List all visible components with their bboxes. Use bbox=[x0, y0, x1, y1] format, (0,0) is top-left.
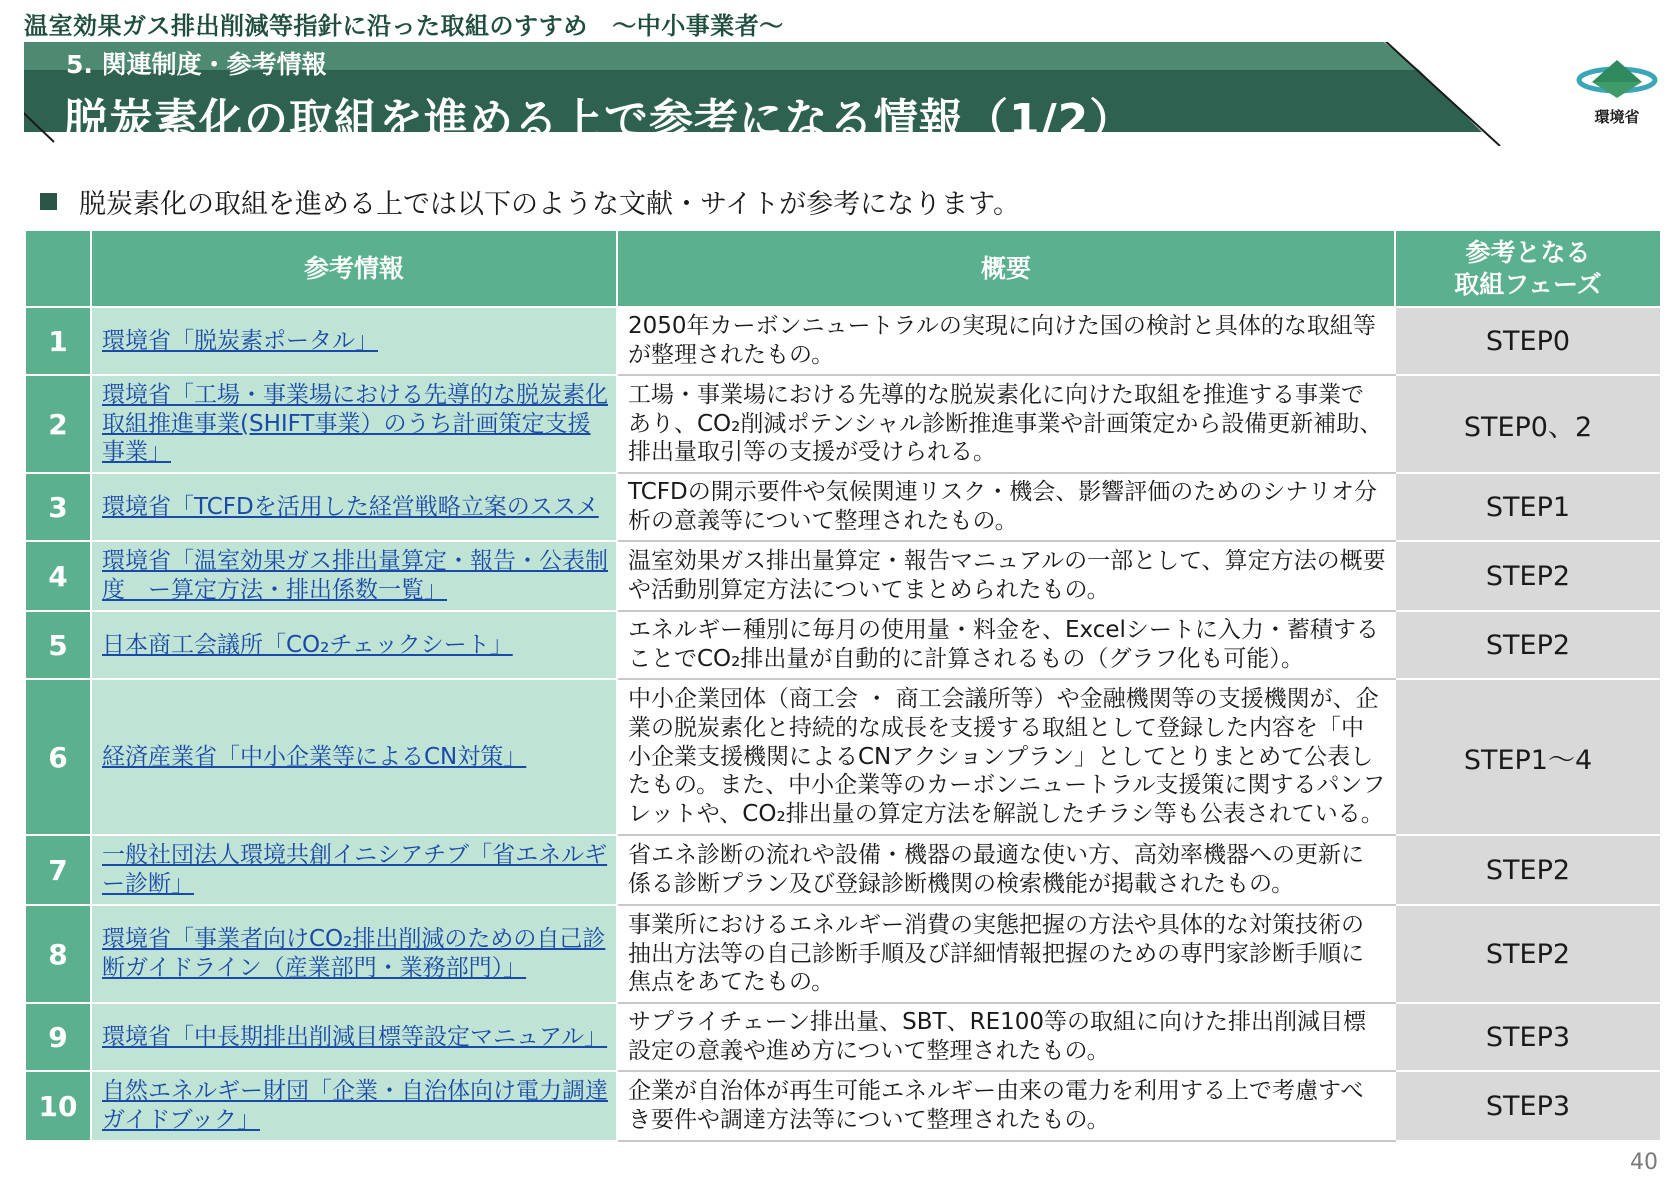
phase-cell: STEP1～4 bbox=[1395, 679, 1661, 835]
row-number: 6 bbox=[25, 679, 91, 835]
reference-cell bbox=[91, 1003, 617, 1071]
row-number: 3 bbox=[25, 473, 91, 541]
table-row bbox=[25, 835, 1661, 905]
phase-cell: STEP2 bbox=[1395, 541, 1661, 611]
summary-cell: TCFDの開示要件や気候関連リスク・機会、影響評価のためのシナリオ分析の意義等について整理されたもの。 bbox=[617, 473, 1395, 541]
summary-cell: 温室効果ガス排出量算定・報告マニュアルの一部として、算定方法の概要や活動別算定方法についてまとめられたもの。 bbox=[617, 541, 1395, 611]
phase-cell: STEP3 bbox=[1395, 1003, 1661, 1071]
reference-cell bbox=[91, 611, 617, 679]
phase-cell: STEP2 bbox=[1395, 835, 1661, 905]
reference-cell bbox=[91, 473, 617, 541]
section-banner bbox=[24, 42, 1534, 146]
table-row bbox=[25, 1071, 1661, 1141]
reference-cell bbox=[91, 541, 617, 611]
page-number: 40 bbox=[1630, 1150, 1658, 1175]
table-row bbox=[25, 1003, 1661, 1071]
lead-text: 脱炭素化の取組を進める上では以下のような文献・サイトが参考になります。 bbox=[79, 189, 1020, 220]
summary-cell: エネルギー種別に毎月の使用量・料金を、Excelシートに入力・蓄積することでCO₂排出量が自動的に計算されるもの（グラフ化も可能）。 bbox=[617, 611, 1395, 679]
reference-link[interactable]: 環境省「脱炭素ポータル」 bbox=[102, 327, 378, 354]
logo-text: 環境省 bbox=[1594, 108, 1640, 126]
reference-cell bbox=[91, 679, 617, 835]
table-row bbox=[25, 541, 1661, 611]
phase-cell: STEP2 bbox=[1395, 611, 1661, 679]
row-number: 9 bbox=[25, 1003, 91, 1071]
reference-cell bbox=[91, 905, 617, 1003]
moe-logo bbox=[1572, 52, 1662, 132]
table-row bbox=[25, 679, 1661, 835]
phase-cell: STEP0 bbox=[1395, 307, 1661, 375]
reference-link[interactable]: 環境省「中長期排出削減目標等設定マニュアル」 bbox=[102, 1023, 608, 1050]
summary-cell: 企業が自治体が再生可能エネルギー由来の電力を利用する上で考慮すべき要件や調達方法等について整理されたもの。 bbox=[617, 1071, 1395, 1141]
row-number: 8 bbox=[25, 905, 91, 1003]
reference-link[interactable]: 環境省「事業者向けCO₂排出削減のための自己診断ガイドライン（産業部門・業務部門）」 bbox=[102, 926, 606, 981]
summary-cell: 2050年カーボンニュートラルの実現に向けた国の検討と具体的な取組等が整理されたもの。 bbox=[617, 307, 1395, 375]
header-summary: 概要 bbox=[617, 230, 1395, 307]
header-info: 参考情報 bbox=[91, 230, 617, 307]
row-number: 10 bbox=[25, 1071, 91, 1141]
reference-link[interactable]: 経済産業省「中小企業等によるCN対策」 bbox=[102, 743, 527, 770]
reference-link[interactable]: 環境省「TCFDを活用した経営戦略立案のススメ bbox=[102, 493, 599, 520]
row-number: 2 bbox=[25, 375, 91, 473]
table-row bbox=[25, 375, 1661, 473]
row-number: 4 bbox=[25, 541, 91, 611]
row-number: 5 bbox=[25, 611, 91, 679]
phase-cell: STEP3 bbox=[1395, 1071, 1661, 1141]
reference-link[interactable]: 一般社団法人環境共創イニシアチブ「省エネルギー診断」 bbox=[102, 842, 608, 897]
table-row bbox=[25, 307, 1661, 375]
section-label: 5. 関連制度・参考情報 bbox=[66, 50, 327, 79]
phase-cell: STEP2 bbox=[1395, 905, 1661, 1003]
reference-link[interactable]: 自然エネルギー財団「企業・自治体向け電力調達ガイドブック」 bbox=[102, 1078, 608, 1133]
row-number: 1 bbox=[25, 307, 91, 375]
reference-table bbox=[24, 229, 1662, 1142]
table-row bbox=[25, 611, 1661, 679]
summary-cell: 中小企業団体（商工会 ・ 商工会議所等）や金融機関等の支援機関が、企業の脱炭素化と持続的な成長を支援する取組として登録した内容を「中小企業支援機関によるCNアクションプラン」としてとりまとめて公表したもの。また、中小企業等のカーボンニュートラル支援策に関するパンフレットや、CO₂排出量の算定方法を解説したチラシ等も公表されている。 bbox=[617, 679, 1395, 835]
reference-link[interactable]: 環境省「工場・事業場における先導的な脱炭素化取組推進事業(SHIFT事業）のうち計画策定支援事業」 bbox=[102, 381, 608, 466]
table-header-row bbox=[25, 230, 1661, 307]
page-title: 脱炭素化の取組を進める上で参考になる情報（1/2） bbox=[64, 95, 1135, 146]
summary-cell: 事業所におけるエネルギー消費の実態把握の方法や具体的な対策技術の抽出方法等の自己診断手順及び詳細情報把握のための専門家診断手順に焦点をあてたもの。 bbox=[617, 905, 1395, 1003]
document-series-title: 温室効果ガス排出削減等指針に沿った取組のすすめ ～中小事業者～ bbox=[24, 12, 784, 40]
reference-link[interactable]: 日本商工会議所「CO₂チェックシート」 bbox=[102, 631, 513, 658]
reference-cell bbox=[91, 1071, 617, 1141]
summary-cell: 省エネ診断の流れや設備・機器の最適な使い方、高効率機器への更新に係る診断プラン及び登録診断機関の検索機能が掲載されたもの。 bbox=[617, 835, 1395, 905]
table-row bbox=[25, 473, 1661, 541]
lead-line bbox=[40, 182, 1020, 221]
phase-cell: STEP0、2 bbox=[1395, 375, 1661, 473]
row-number: 7 bbox=[25, 835, 91, 905]
header-num bbox=[25, 230, 91, 307]
reference-cell bbox=[91, 835, 617, 905]
reference-cell bbox=[91, 375, 617, 473]
logo-mark-icon bbox=[1572, 52, 1662, 106]
square-bullet-icon bbox=[40, 193, 57, 210]
summary-cell: サプライチェーン排出量、SBT、RE100等の取組に向けた排出削減目標設定の意義や進め方について整理されたもの。 bbox=[617, 1003, 1395, 1071]
summary-cell: 工場・事業場における先導的な脱炭素化に向けた取組を推進する事業であり、CO₂削減ポテンシャル診断推進事業や計画策定から設備更新補助、排出量取引等の支援が受けられる。 bbox=[617, 375, 1395, 473]
reference-link[interactable]: 環境省「温室効果ガス排出量算定・報告・公表制度 ー算定方法・排出係数一覧」 bbox=[102, 548, 608, 603]
phase-cell: STEP1 bbox=[1395, 473, 1661, 541]
table-row bbox=[25, 905, 1661, 1003]
reference-cell bbox=[91, 307, 617, 375]
header-phase: 参考となる 取組フェーズ bbox=[1395, 230, 1661, 307]
